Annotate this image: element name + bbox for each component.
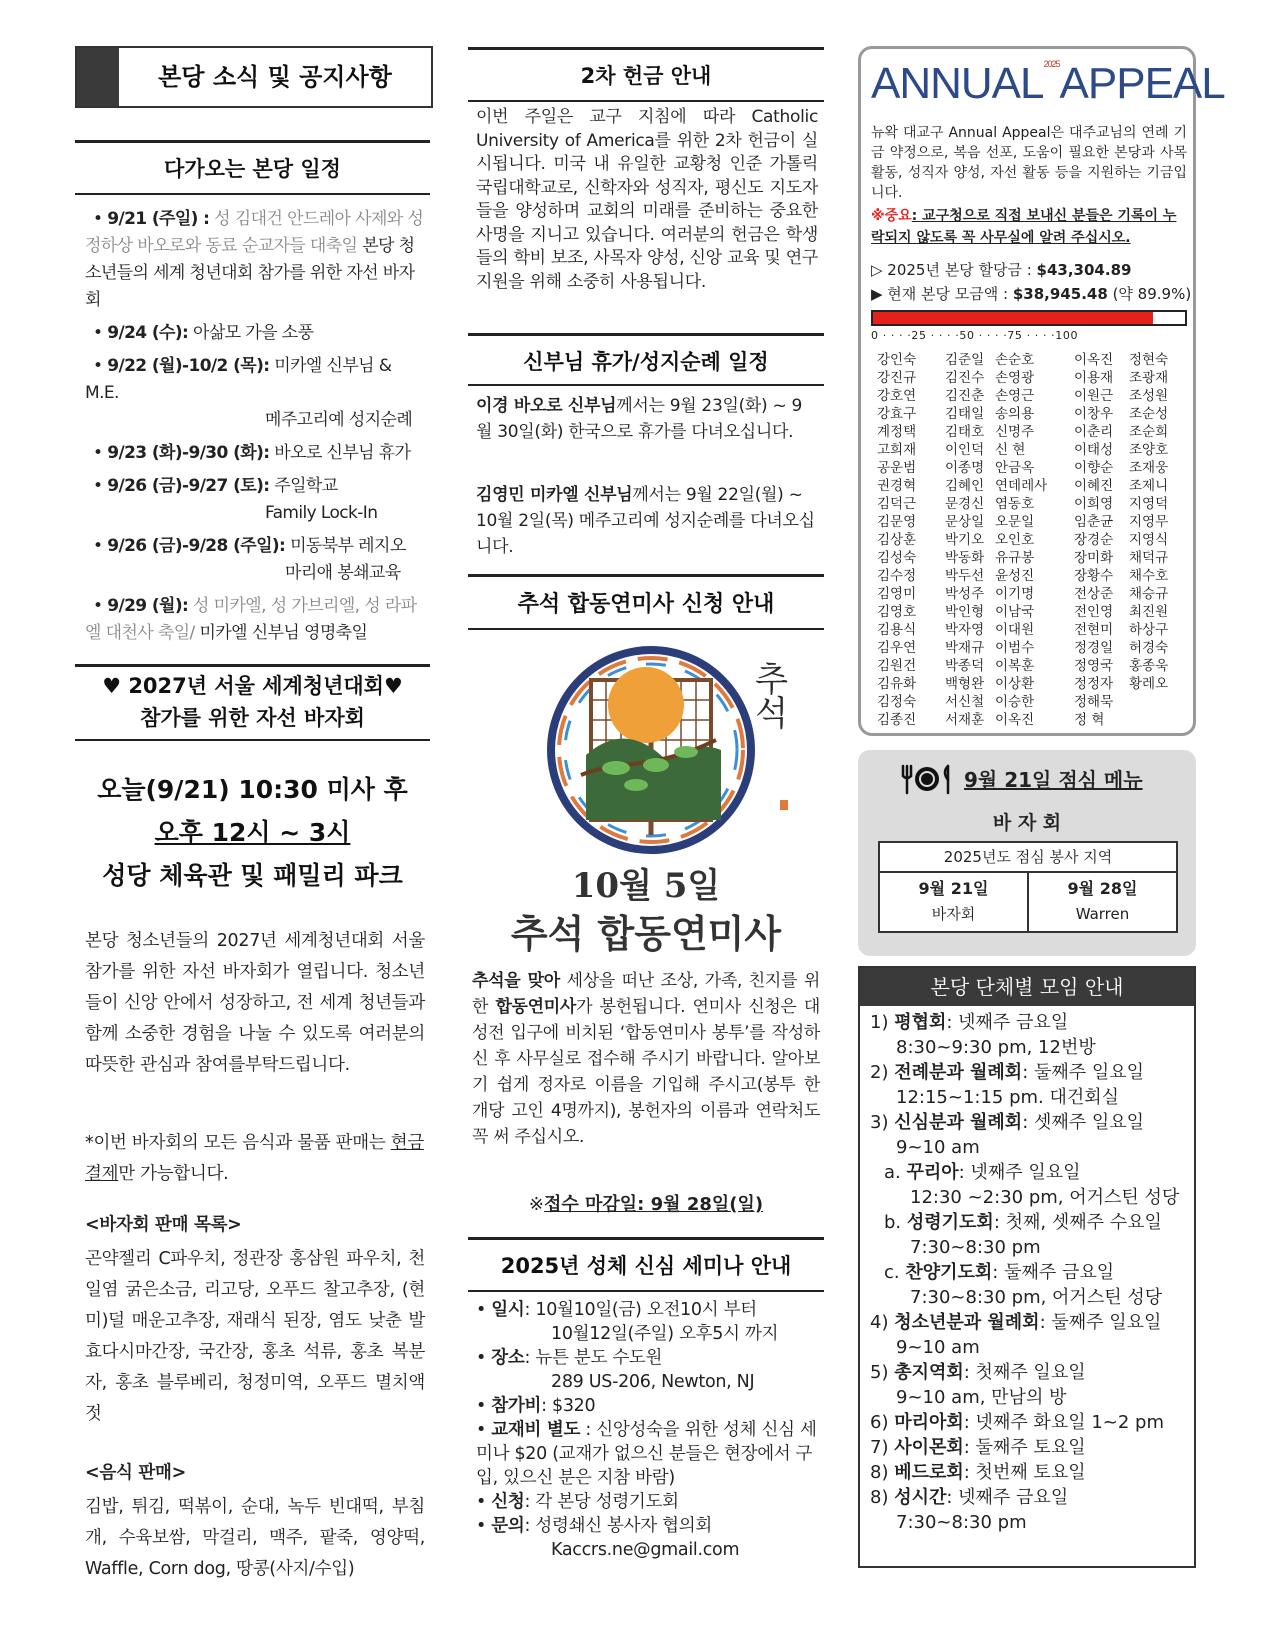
- donor-name: 권경혁: [877, 478, 917, 494]
- seminar-item: • 교재비 별도 : 신앙성숙을 위한 성체 신심 세미나 $20 (교재가 없으신 분들은 현장에서 구입, 있으신 분은 지참 바람): [476, 1420, 817, 1488]
- seminar-item: • 장소: 뉴튼 분도 수도원 289 US-206, Newton, NJ: [476, 1348, 755, 1392]
- vacation-2: 김영민 미카엘 신부님께서는 9월 22일(월) ~ 10월 2일(목) 메주고리예 성지순례를 다녀오십니다.: [476, 485, 815, 557]
- group-name: 평협회: [894, 1012, 947, 1033]
- bazaar-hours: 오후 12시 ~ 3시: [154, 818, 351, 847]
- schedule-item: • 9/26 (금)-9/28 (주일): 미동북부 레지오 마리애 봉쇄교육: [85, 533, 430, 587]
- group-time: 7:30~8:30 pm, 어거스틴 성당: [910, 1287, 1163, 1308]
- donor-name: 이인덕: [945, 442, 985, 458]
- divider: [75, 664, 430, 667]
- progress-bar: [871, 310, 1187, 326]
- donor-name: 허경숙: [1129, 640, 1169, 656]
- schedule-text: 미카엘 신부님 & M.E.: [85, 356, 392, 403]
- progress-fill: [873, 312, 1153, 324]
- donor-name: 전상준: [1074, 586, 1114, 602]
- donor-name: 문경신: [945, 496, 985, 512]
- sale-items: 곤약젤리 C파우치, 정관장 홍삼원 파우치, 천일염 굵은소금, 리고당, 오푸드 찰고추장, (현미)덜 매운고추장, 재래식 된장, 염도 낮춘 발효다시마간장, 국간장, 홍초 석류, 홍초 복분자, 홍초 블루베리, 청정미역, 오푸드 멸치액젓: [85, 1249, 425, 1424]
- lunch-group: 바자회: [931, 905, 976, 923]
- schedule-date: 9/29 (월):: [107, 596, 189, 616]
- donor-name: 계정택: [877, 424, 917, 440]
- group-schedule: : 둘째주 토요일: [963, 1437, 1086, 1458]
- donor-name: 이상환: [995, 676, 1035, 692]
- donor-name: 염동호: [995, 496, 1035, 512]
- lunch-cell: [1029, 873, 1176, 931]
- donor-name: 손영광: [995, 370, 1035, 386]
- divider: [468, 628, 824, 630]
- donor-name: 김영미: [877, 586, 917, 602]
- donor-name: 이춘리: [1074, 424, 1114, 440]
- donor-name: 김진춘: [945, 388, 985, 404]
- group-schedule: : 넷째주 금요일: [946, 1487, 1069, 1508]
- lunch-cell: [880, 873, 1029, 931]
- deadline-date: 접수 마감일: 9월 28일(일): [543, 1194, 764, 1215]
- schedule-text: 아삶모 가을 소풍: [193, 323, 314, 343]
- donor-name: 오인호: [995, 532, 1035, 548]
- donor-name: 김진수: [945, 370, 985, 386]
- donor-name: 김종진: [877, 712, 917, 728]
- progress-scale: 0 · · · ·25 · · · ·50 · · · ·75 · · · ·100: [871, 329, 1079, 342]
- group-number: 8): [870, 1487, 895, 1508]
- appeal-year: 2025: [1043, 59, 1060, 69]
- news-header: [75, 46, 433, 108]
- donor-name: 이원근: [1074, 388, 1114, 404]
- divider: [468, 574, 824, 577]
- group-name: 베드로회: [894, 1462, 964, 1483]
- donor-name: 강진규: [877, 370, 917, 386]
- group-schedule: : 첫번째 토요일: [963, 1462, 1086, 1483]
- donor-name: 손영근: [995, 388, 1035, 404]
- group-number: 7): [870, 1437, 895, 1458]
- collection-body: 이번 주일은 교구 지침에 따라 Catholic University of America를 위한 2차 헌금이 실시됩니다. 미국 내 유일한 교황청 인준 가톨릭 국립대학교로, 신학자와 성직자, 평신도 지도자들을 양성하며 교회의 미래를 준비하는 중요한 사명을 지니고 있습니다. 여러분의 헌금은 학생들의 학비 보조, 사목자 양성, 신앙 교육 및 연구 지원을 위해 소중히 사용됩니다.: [476, 107, 818, 292]
- lunch-table-title: 2025년도 점심 봉사 지역: [880, 843, 1176, 873]
- donor-name: 연데레사: [995, 478, 1048, 494]
- group-item: [870, 1210, 1194, 1260]
- donor-name: 박성주: [945, 586, 985, 602]
- divider: [75, 140, 430, 143]
- donor-name: 전현미: [1074, 622, 1114, 638]
- food-items: 김밥, 튀김, 떡볶이, 순대, 녹두 빈대떡, 부침개, 수육보쌈, 막걸리, 맥주, 팥죽, 영양떡, Waffle, Corn dog, 땅콩(사지/수입): [85, 1497, 425, 1579]
- chuseok-date: 10월 5일: [571, 866, 721, 906]
- schedule-text-cont: 메주고리예 성지순례: [265, 410, 413, 430]
- group-schedule: : 둘째주 금요일: [992, 1262, 1115, 1283]
- group-name: 전례분과 월례회: [894, 1062, 1023, 1083]
- donor-name: 김태호: [945, 424, 985, 440]
- collection-title: 2차 헌금 안내: [580, 64, 712, 88]
- group-name: 신심분과 월례회: [894, 1112, 1023, 1133]
- lunch-menu: 바 자 회: [992, 812, 1062, 834]
- schedule-text: 본당 청소년들의 세계 청년대회 참가를 위한 자선 바자회: [85, 236, 415, 310]
- lunch-title: 9월 21일 점심 메뉴: [964, 768, 1143, 792]
- schedule-date: 9/26 (금)-9/28 (주일):: [107, 536, 286, 556]
- donor-name: 조성원: [1129, 388, 1169, 404]
- group-number: 5): [870, 1362, 895, 1383]
- group-time: 9~10 am, 만남의 방: [896, 1387, 1067, 1408]
- lunch-table: [878, 841, 1178, 933]
- divider: [468, 1290, 824, 1292]
- bazaar-body: 본당 청소년들의 2027년 세계청년대회 서울 참가를 위한 자선 바자회가 열립니다. 청소년들이 신앙 안에서 성장하고, 전 세계 청년들과 함께 소중한 경험을 나눌 수 있도록 여러분의 따뜻한 관심과 참여를부탁드립니다.: [85, 931, 425, 1075]
- donor-name: 김태일: [945, 406, 985, 422]
- group-time: 9~10 am: [896, 1137, 980, 1158]
- raised-percent: (약 89.9%): [1112, 285, 1192, 303]
- donor-name: 장황수: [1074, 568, 1114, 584]
- schedule-list: [85, 206, 430, 653]
- donor-name: 이남국: [995, 604, 1035, 620]
- donor-name: 김우연: [877, 640, 917, 656]
- group-number: 4): [870, 1312, 895, 1333]
- donor-name: 지영무: [1129, 514, 1169, 530]
- donor-name: 손순호: [995, 352, 1035, 368]
- donor-name: 김혜인: [945, 478, 985, 494]
- donor-name: 정경일: [1074, 640, 1114, 656]
- group-time: 12:30 ~2:30 pm, 어거스틴 성당: [910, 1187, 1180, 1208]
- raised-amount: $38,945.48: [1012, 285, 1108, 303]
- group-item: [870, 1010, 1194, 1060]
- donor-name: 고희재: [877, 442, 917, 458]
- donor-name: [1129, 693, 1189, 711]
- donor-name: 이용재: [1074, 370, 1114, 386]
- donor-name: 이범수: [995, 640, 1035, 656]
- donor-name: 채수호: [1129, 568, 1169, 584]
- donor-name: 김덕근: [877, 496, 917, 512]
- donor-name: 이희영: [1074, 496, 1114, 512]
- annual-appeal-box: [858, 46, 1225, 736]
- schedule-date: 9/26 (금)-9/27 (토):: [107, 476, 270, 496]
- sale-title: <바자회 판매 목록>: [85, 1215, 242, 1235]
- donor-name: 이태성: [1074, 442, 1114, 458]
- donor-name: [1129, 711, 1189, 729]
- chuseok-calligraphy: 추석: [748, 661, 788, 729]
- group-schedule: : 넷째주 화요일 1~2 pm: [963, 1412, 1164, 1433]
- donor-name: 이기명: [995, 586, 1035, 602]
- donor-name: 김용식: [877, 622, 917, 638]
- donor-name: 유규봉: [995, 550, 1035, 566]
- group-number: 1): [870, 1012, 895, 1033]
- schedule-text: 미카엘 신부님 영명축일: [199, 623, 368, 643]
- donor-name: 윤성진: [995, 568, 1035, 584]
- group-number: 2): [870, 1062, 895, 1083]
- donor-name: 황레오: [1129, 676, 1169, 692]
- appeal-goal: ▷ 2025년 본당 할당금 : $43,304.89: [871, 261, 1132, 279]
- lunch-date: 9월 28일: [1067, 879, 1138, 898]
- group-schedule: : 넷째주 금요일: [946, 1012, 1069, 1033]
- seminar-item: • 참가비: $320: [476, 1396, 596, 1416]
- donor-name: 김수정: [877, 568, 917, 584]
- divider: [468, 384, 824, 386]
- donor-name: 박두선: [945, 568, 985, 584]
- group-name: 성시간: [894, 1487, 947, 1508]
- group-schedule: : 셋째주 일요일: [1022, 1112, 1145, 1133]
- donor-name: 강호연: [877, 388, 917, 404]
- chuseok-mass-name: 추석 합동연미사: [510, 911, 782, 956]
- donor-name: 조순성: [1129, 406, 1169, 422]
- seminar-details: [476, 1298, 821, 1562]
- schedule-text: 바오로 신부님 휴가: [274, 443, 411, 463]
- lunch-header: [898, 762, 1188, 796]
- donor-name: 지영식: [1129, 532, 1169, 548]
- donor-name: 전인영: [1074, 604, 1114, 620]
- appeal-body: 뉴왁 대교구 Annual Appeal은 대주교님의 연례 기금 약정으로, 복음 선포, 도움이 필요한 본당과 사목 활동, 성직자 양성, 자선 활동 등을 지원하는 기금입니다.: [871, 125, 1187, 201]
- donor-name: 이향순: [1074, 460, 1114, 476]
- bazaar-title-line2: 참가를 위한 자선 바자회: [140, 706, 365, 730]
- schedule-item: • 9/26 (금)-9/27 (토): 주일학교 Family Lock-In: [85, 473, 430, 527]
- schedule-text-cont: 마리애 봉쇄교육: [285, 563, 401, 583]
- donor-name: 조재웅: [1129, 460, 1169, 476]
- donor-name: 이옥진: [995, 712, 1035, 728]
- donor-name: 조제니: [1129, 478, 1169, 494]
- schedule-text: 미동북부 레지오: [290, 536, 406, 556]
- donor-name: 정 혁: [1074, 712, 1105, 728]
- schedule-date: 9/24 (수):: [107, 323, 189, 343]
- donor-name: 이승한: [995, 694, 1035, 710]
- schedule-date: 9/22 (월)-10/2 (목):: [107, 356, 270, 376]
- divider: [75, 193, 430, 195]
- header-bar: [77, 48, 119, 106]
- donor-name: 김원건: [877, 658, 917, 674]
- group-name: 성령기도회: [906, 1212, 994, 1233]
- donor-name: 김성숙: [877, 550, 917, 566]
- divider: [468, 333, 824, 336]
- donor-name: 정현숙: [1129, 352, 1169, 368]
- donor-name: 이창우: [1074, 406, 1114, 422]
- donor-list: [877, 351, 1195, 729]
- cash-note: *이번 바자회의 모든 음식과 물품 판매는 현금 결제만 가능합니다.: [85, 1133, 424, 1184]
- donor-name: 조광재: [1129, 370, 1169, 386]
- group-number: 3): [870, 1112, 895, 1133]
- donor-name: 김영호: [877, 604, 917, 620]
- donor-name: 문상일: [945, 514, 985, 530]
- group-item: [870, 1110, 1194, 1160]
- group-schedule: : 둘째주 일요일: [1039, 1312, 1162, 1333]
- schedule-title: 다가오는 본당 일정: [164, 157, 341, 181]
- donor-name: 이혜진: [1074, 478, 1114, 494]
- schedule-text-cont: Family Lock-In: [265, 503, 378, 523]
- group-name: 사이몬회: [894, 1437, 964, 1458]
- vacation-title: 신부님 휴가/성지순례 일정: [523, 350, 769, 374]
- schedule-item: • 9/21 (주일) : 성 김대건 안드레아 사제와 성 정하상 바오로와 동료 순교자들 대축일 본당 청소년들의 세계 청년대회 참가를 위한 자선 바자회: [85, 209, 424, 310]
- seminar-item: • 일시: 10월10일(금) 오전10시 부터 10월12일(주일) 오후5시 까지: [476, 1300, 779, 1344]
- schedule-feast: 성 미카엘, 성 가브리엘, 성 라파엘 대천사 축일/: [85, 596, 417, 643]
- donor-name: 공운범: [877, 460, 917, 476]
- group-time: 9~10 am: [896, 1337, 980, 1358]
- group-schedule: : 둘째주 일요일: [1022, 1062, 1145, 1083]
- donor-name: 신명주: [995, 424, 1035, 440]
- group-name: 마리아회: [894, 1412, 964, 1433]
- donor-name: 강효구: [877, 406, 917, 422]
- bazaar-when-where: [75, 768, 430, 897]
- donor-name: 강인숙: [877, 352, 917, 368]
- priest-name: 이경 바오로 신부님: [476, 396, 617, 416]
- donor-name: 박재규: [945, 640, 985, 656]
- schedule-item: • 9/29 (월): 성 미카엘, 성 가브리엘, 성 라파엘 대천사 축일/ 미카엘 신부님 영명축일: [85, 596, 417, 643]
- appeal-logo: [871, 59, 1225, 109]
- donor-name: 이옥진: [1074, 352, 1114, 368]
- schedule-date: 9/21 (주일) :: [107, 209, 210, 229]
- donor-name: 이대원: [995, 622, 1035, 638]
- group-name: 찬양기도회: [905, 1262, 993, 1283]
- goal-amount: $43,304.89: [1036, 261, 1132, 279]
- contact-email: Kaccrs.ne@gmail.com: [551, 1540, 740, 1560]
- donor-name: 정정자: [1074, 676, 1114, 692]
- donor-name: 홍종욱: [1129, 658, 1169, 674]
- donor-name: 정영국: [1074, 658, 1114, 674]
- appeal-word-appeal: APPEAL: [1059, 59, 1225, 108]
- divider: [75, 739, 430, 741]
- donor-name: 서재훈: [945, 712, 985, 728]
- donor-name: 김준일: [945, 352, 985, 368]
- schedule-date: 9/23 (화)-9/30 (화):: [107, 443, 270, 463]
- food-title: <음식 판매>: [85, 1463, 186, 1483]
- donor-name: 지영덕: [1129, 496, 1169, 512]
- donor-name: 채승규: [1129, 586, 1169, 602]
- appeal-raised: ▶ 현재 본당 모금액 : $38,945.48 (약 89.9%): [871, 285, 1192, 303]
- group-item: [870, 1460, 1194, 1485]
- group-time: 12:15~1:15 pm. 대건회실: [896, 1087, 1120, 1108]
- group-name: 총지역회: [894, 1362, 964, 1383]
- bazaar-time: 오늘(9/21) 10:30 미사 후: [97, 775, 408, 804]
- cash-only: 현금 결제: [85, 1133, 424, 1184]
- lunch-group: Warren: [1075, 905, 1130, 923]
- donor-name: 임춘균: [1074, 514, 1114, 530]
- donor-name: 송의용: [995, 406, 1035, 422]
- lunch-date: 9월 21일: [918, 879, 989, 898]
- group-schedule: : 첫째, 셋째주 수요일: [993, 1212, 1162, 1233]
- chuseok-body: 추석을 맞아 세상을 떠난 조상, 가족, 친지를 위한 합동연미사가 봉헌됩니다. 연미사 신청은 대성전 입구에 비치된 ‘합동연미사 봉투’를 작성하신 후 사무실로 접수해 주시기 바랍니다. 알아보기 쉽게 정자로 이름을 기입해 주시고(봉투 한 개당 고인 4명까지), 봉헌자의 이름과 연락처도 꼭 써 주십시오.: [472, 971, 820, 1147]
- schedule-item: • 9/22 (월)-10/2 (목): 미카엘 신부님 & M.E. 메주고리예 성지순례: [85, 353, 430, 434]
- donor-name: 장미화: [1074, 550, 1114, 566]
- donor-name: 김문영: [877, 514, 917, 530]
- donor-name: 채덕규: [1129, 550, 1169, 566]
- donor-name: 김정숙: [877, 694, 917, 710]
- lunch-box: [858, 750, 1196, 956]
- group-schedule: : 첫째주 일요일: [963, 1362, 1086, 1383]
- group-item: [870, 1485, 1194, 1535]
- group-name: 청소년분과 월례회: [894, 1312, 1040, 1333]
- bazaar-title-line1: ♥ 2027년 서울 세계청년대회♥: [102, 674, 403, 698]
- schedule-item: • 9/24 (수): 아삶모 가을 소풍: [93, 323, 314, 343]
- group-item: [870, 1410, 1194, 1435]
- groups-title: 본당 단체별 모임 안내: [860, 968, 1194, 1006]
- chuseok-deadline: ※접수 마감일: 9월 28일(일): [528, 1194, 764, 1215]
- group-number: 8): [870, 1462, 895, 1483]
- donor-name: 김상훈: [877, 532, 917, 548]
- news-header-title: 본당 소식 및 공지사항: [158, 63, 392, 91]
- group-item: [870, 1310, 1194, 1360]
- donor-name: 박인형: [945, 604, 985, 620]
- utensils-icon: [898, 762, 954, 796]
- appeal-warning: ※중요: 교구청으로 직접 보내신 분들은 기록이 누락되지 않도록 꼭 사무실에 알려 주십시오.: [871, 208, 1177, 246]
- schedule-text: 주일학교: [274, 476, 338, 496]
- group-time: 8:30~9:30 pm, 12번방: [896, 1037, 1096, 1058]
- groups-list: [860, 1006, 1194, 1535]
- donor-name: 조순희: [1129, 424, 1169, 440]
- bazaar-title: [75, 670, 430, 734]
- group-time: 7:30~8:30 pm: [910, 1237, 1041, 1258]
- appeal-word-annual: ANNUAL: [871, 59, 1044, 108]
- group-item: [870, 1160, 1194, 1210]
- seminar-title: 2025년 성체 신심 세미나 안내: [500, 1254, 792, 1278]
- group-item: [870, 1360, 1194, 1410]
- divider: [468, 100, 824, 102]
- group-time: 7:30~8:30 pm: [896, 1512, 1027, 1533]
- group-item: [870, 1060, 1194, 1110]
- donor-name: 이복훈: [995, 658, 1035, 674]
- group-schedule: : 넷째주 일요일: [958, 1162, 1081, 1183]
- group-name: 꾸리아: [906, 1162, 959, 1183]
- donor-name: 신 현: [995, 442, 1026, 458]
- group-item: [870, 1260, 1194, 1310]
- schedule-feast: 성 김대건 안드레아 사제와 성 정하상 바오로와 동료 순교자들 대축일: [85, 209, 424, 256]
- donor-name: 박자영: [945, 622, 985, 638]
- group-item: [870, 1435, 1194, 1460]
- schedule-item: • 9/23 (화)-9/30 (화): 바오로 신부님 휴가: [93, 443, 411, 463]
- divider: [468, 1237, 824, 1240]
- chuseok-title: 추석 합동연미사 신청 안내: [517, 591, 775, 617]
- donor-name: 박동화: [945, 550, 985, 566]
- group-number: b.: [884, 1212, 907, 1233]
- donor-name: 안금옥: [995, 460, 1035, 476]
- group-number: a.: [884, 1162, 907, 1183]
- donor-name: 백형완: [945, 676, 985, 692]
- donor-name: 하상구: [1129, 622, 1169, 638]
- donor-name: 정해묵: [1074, 694, 1114, 710]
- vacation-1: 이경 바오로 신부님께서는 9월 23일(화) ~ 9월 30일(화) 한국으로 휴가를 다녀오십니다.: [476, 396, 803, 442]
- donor-name: 박종덕: [945, 658, 985, 674]
- donor-name: 서신철: [945, 694, 985, 710]
- donor-name: 박기오: [945, 532, 985, 548]
- donor-name: 오문일: [995, 514, 1035, 530]
- donor-name: 장경순: [1074, 532, 1114, 548]
- groups-box: [858, 966, 1196, 1568]
- group-number: 6): [870, 1412, 895, 1433]
- donor-name: 이종명: [945, 460, 985, 476]
- seminar-item: • 문의: 성령쇄신 봉사자 협의회 Kaccrs.ne@gmail.com: [476, 1514, 821, 1562]
- donor-name: 조양호: [1129, 442, 1169, 458]
- donor-name: 최진원: [1129, 604, 1169, 620]
- priest-name: 김영민 미카엘 신부님: [476, 485, 633, 505]
- divider: [468, 47, 824, 50]
- chuseok-illustration: [546, 640, 806, 870]
- bazaar-location: 성당 체육관 및 패밀리 파크: [102, 861, 403, 890]
- group-number: c.: [884, 1262, 906, 1283]
- donor-name: 김유화: [877, 676, 917, 692]
- seminar-item: • 신청: 각 본당 성령기도회: [476, 1492, 679, 1512]
